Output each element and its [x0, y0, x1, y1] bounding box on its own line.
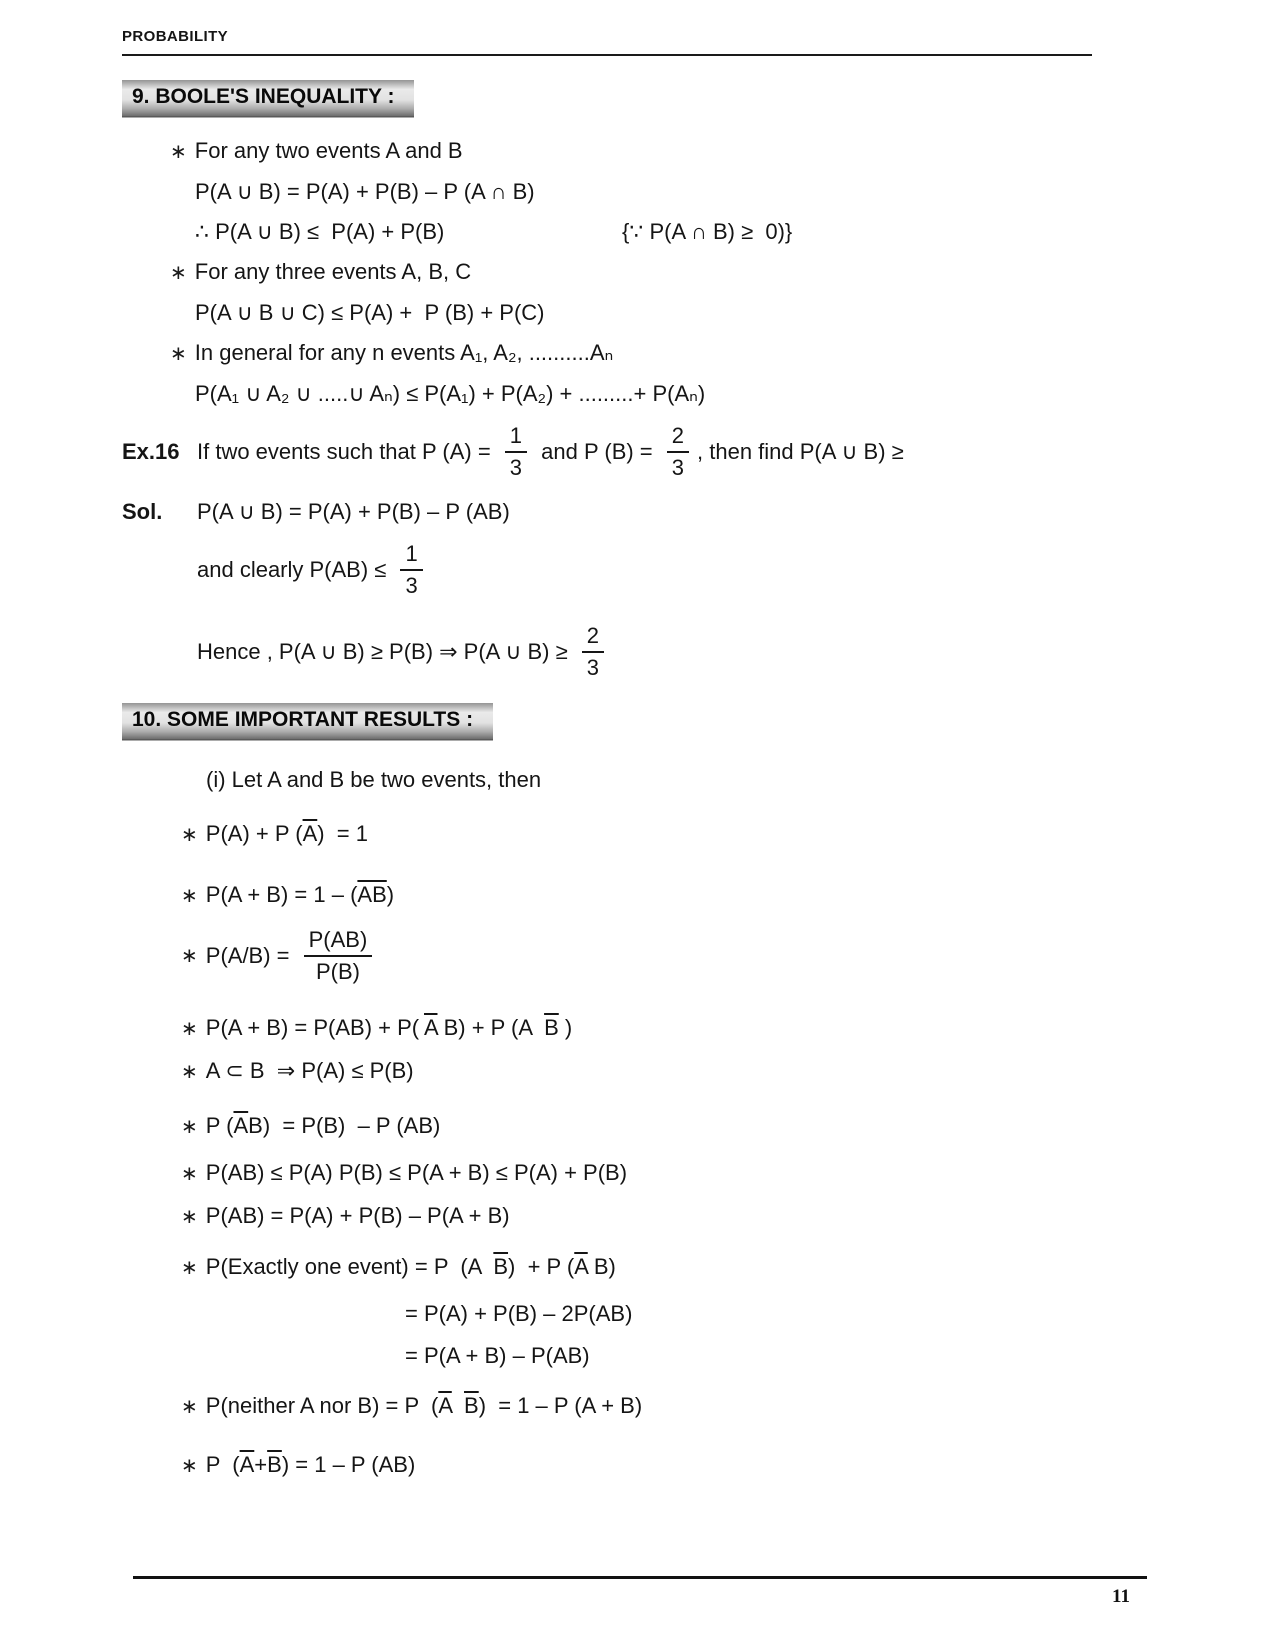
solution — [122, 497, 1145, 527]
example-16 — [122, 423, 1145, 481]
bullet-star: ∗ — [181, 1396, 198, 1418]
bullet-star: ∗ — [181, 885, 198, 907]
result-item — [122, 1450, 1145, 1481]
doc-title: PROBABILITY — [122, 28, 229, 45]
fraction — [667, 423, 689, 481]
bullet-text: In general for any n events A₁, A₂, ..........Aₙ — [194, 340, 614, 365]
formula-line — [122, 298, 1145, 328]
formula-text: P(A₁ ∪ A₂ ∪ .....∪ Aₙ) ≤ P(A₁) + P(A₂) + .........+ P(Aₙ) — [195, 381, 706, 406]
example-text: , then find P(A ∪ B) ≥ — [697, 439, 904, 464]
result-item — [122, 1013, 1145, 1044]
result-text: P(AB) = P(A) + P(B) – P(A + B) — [205, 1203, 510, 1228]
bullet-star: ∗ — [181, 1257, 198, 1279]
result-item — [122, 880, 1145, 911]
example-label: Ex.16 — [122, 439, 180, 464]
example-text: If two events such that P (A) = — [197, 439, 497, 464]
formula-text: P(A ∪ B) = P(A) + P(B) – P (A ∩ B) — [195, 179, 535, 204]
result-text: = P(A) + P(B) – 2P(AB) — [405, 1301, 633, 1326]
fraction — [505, 423, 527, 481]
bullet-star: ∗ — [181, 1163, 198, 1185]
formula-text: ∴ P(A ∪ B) ≤ P(A) + P(B) — [195, 219, 445, 244]
bullet-text: For any two events A and B — [194, 138, 463, 163]
result-text: P(Exactly one event) = P (A $\overline{B}) + P$ ($\overline{A}$ B) — [205, 1254, 616, 1279]
section-9-header: 9. BOOLE'S INEQUALITY : — [122, 80, 414, 116]
fraction — [400, 541, 422, 599]
result-item — [122, 1391, 1145, 1422]
formula-line — [122, 379, 1145, 409]
fraction — [304, 927, 373, 985]
fraction-numerator: 1 — [400, 541, 422, 571]
document-header — [122, 28, 1092, 56]
result-text: P(A + B) = P(AB) + P( $\overline{A}$ B) + P (A $\overline{B}$ ) — [205, 1015, 573, 1040]
fraction-numerator: P(AB) — [304, 927, 373, 957]
page-number: 11 — [1112, 1586, 1130, 1607]
result-text: P(A/B) = — [205, 943, 296, 968]
fraction-denominator: 3 — [405, 573, 418, 598]
fraction-denominator: P(B) — [315, 959, 360, 984]
fraction — [582, 623, 604, 681]
fraction-numerator: 2 — [667, 423, 689, 453]
bullet-star: ∗ — [181, 824, 198, 846]
bullet-star: ∗ — [170, 343, 187, 365]
fraction-numerator: 1 — [505, 423, 527, 453]
section9-bullet-2 — [122, 257, 1145, 288]
result-text: P $(\overline{A}+\overline{B}) = 1 - P$ (AB) — [205, 1452, 416, 1477]
result-text: A ⊂ B ⇒ P(A) ≤ P(B) — [205, 1058, 414, 1083]
bullet-star: ∗ — [170, 262, 187, 284]
bullet-star: ∗ — [170, 141, 187, 163]
section-9 — [122, 80, 1145, 116]
section9-bullet-1 — [122, 136, 1145, 167]
section-10 — [122, 703, 1145, 739]
formula-text: P(A ∪ B ∪ C) ≤ P(A) + P (B) + P(C) — [195, 300, 545, 325]
fraction-denominator: 3 — [509, 455, 523, 480]
section9-bullet-3 — [122, 338, 1145, 369]
bullet-star: ∗ — [181, 1206, 198, 1228]
bullet-star: ∗ — [181, 1455, 198, 1477]
formula-line — [122, 177, 1145, 207]
bullet-star: ∗ — [181, 1061, 198, 1083]
result-item — [122, 1158, 1145, 1189]
result-text: P $(\overline{A}B) = P(B) - P$ (AB) — [205, 1113, 441, 1138]
result-item — [122, 1056, 1145, 1087]
solution-text: Hence , P(A ∪ B) ≥ P(B) ⇒ P(A ∪ B) ≥ — [197, 639, 574, 664]
result-continuation — [122, 1299, 1145, 1329]
fraction-denominator: 3 — [671, 455, 685, 480]
bullet-text: For any three events A, B, C — [194, 259, 472, 284]
solution-text: and clearly P(AB) ≤ — [197, 557, 393, 582]
result-item — [122, 927, 1145, 985]
solution-line — [122, 541, 1145, 599]
result-item — [122, 1111, 1145, 1142]
result-text: P(A) + P $(\overline{A}) = 1$ — [205, 821, 368, 846]
bullet-star: ∗ — [181, 945, 198, 967]
result-item — [122, 1252, 1145, 1283]
result-text: = P(A + B) – P(AB) — [405, 1343, 590, 1368]
result-text: P(AB) ≤ P(A) P(B) ≤ P(A + B) ≤ P(A) + P(B) — [205, 1160, 628, 1185]
result-continuation — [122, 1341, 1145, 1371]
fraction-denominator: 3 — [586, 655, 600, 680]
bullet-star: ∗ — [181, 1018, 198, 1040]
formula-line — [122, 217, 1145, 247]
footer-rule — [133, 1576, 1147, 1579]
result-text: P(neither A nor B) = P ($\overline{A}$ $\overline{B}) = 1 - P$ (A + B) — [205, 1393, 643, 1418]
result-item — [122, 819, 1145, 850]
formula-side-note: {∵ P(A ∩ B) ≥ 0)} — [622, 219, 793, 244]
solution-line — [122, 623, 1145, 681]
example-text: and P (B) = — [535, 439, 659, 464]
solution-text: P(A ∪ B) = P(A) + P(B) – P (AB) — [197, 499, 510, 524]
result-item — [122, 1201, 1145, 1232]
section-10-header: 10. SOME IMPORTANT RESULTS : — [122, 703, 493, 739]
result-text: $P(A + B) = 1 - (\overline{AB})$ — [205, 882, 395, 907]
fraction-numerator: 2 — [582, 623, 604, 653]
section10-intro: (i) Let A and B be two events, then — [206, 767, 542, 792]
bullet-star: ∗ — [181, 1116, 198, 1138]
solution-label: Sol. — [122, 499, 163, 524]
